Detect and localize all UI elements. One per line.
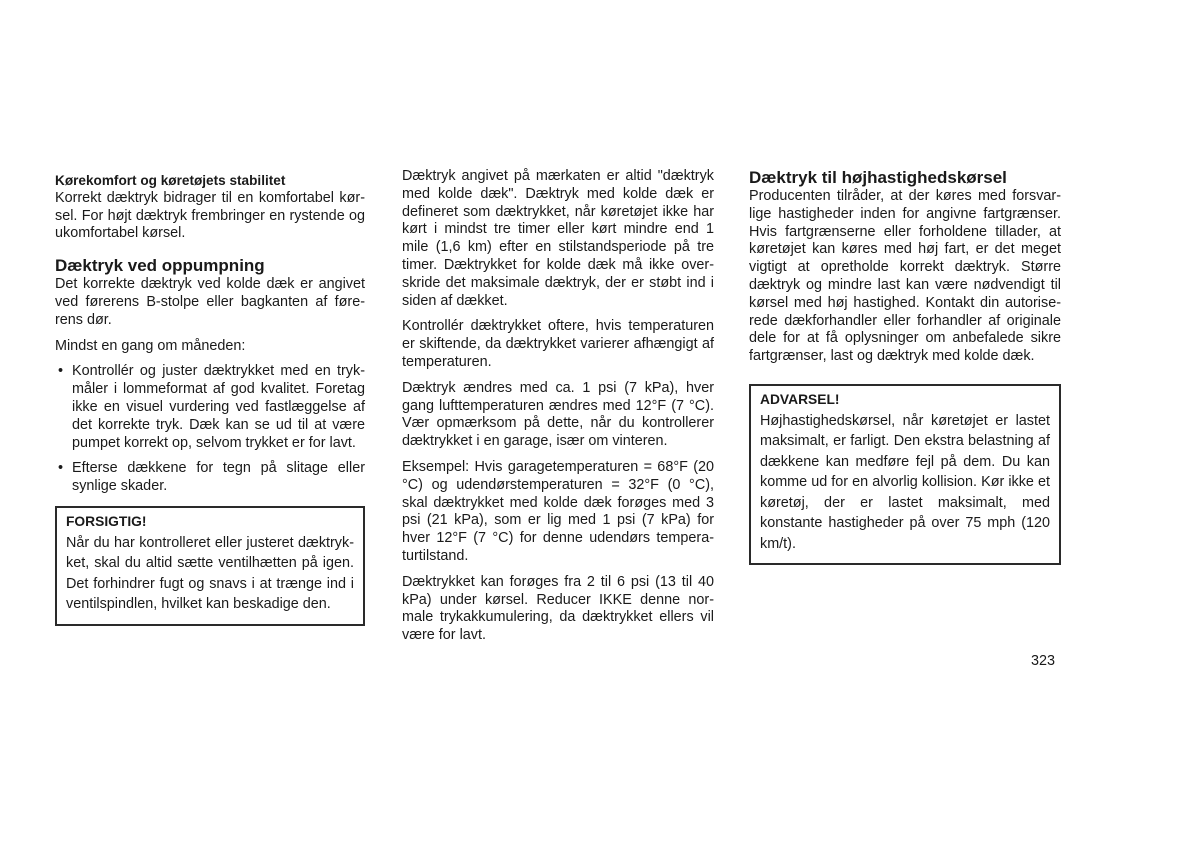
example-paragraph: Eksempel: Hvis garagetemperaturen = 68°F (20 °C) og udendørstemperaturen = 32°F (0 °C), skal dæktrykket med kolde dæk forøges med 3 psi (21 kPa), som er lig med 1 psi (7 kPa) for hver 12°F (7 °C) for denne udendørs temperaturtilstand.	[402, 458, 714, 564]
temperature-paragraph: Kontrollér dæktrykket oftere, hvis temperaturen er skiftende, da dæktrykket varierer afhængigt af temperaturen.	[402, 318, 714, 370]
caution-title: FORSIGTIG!	[66, 513, 147, 529]
high-speed-paragraph: Producenten tilråder, at der køres med forsvarlige hastigheder inden for angivne fartgrænser. Hvis fartgrænserne eller forholdene tillader, at køretøjet kan køres med høj fart, er det meget vigtigt at opretholde korrekt dæktryk. Større dæktryk og mindre last kan være nødvendigt til kørsel med høj hastighed. Kontakt din autoriserede dækforhandler eller forhandler af originale dele for at få oplysninger om anbefalede sikre fartgrænser, last og dæktryk med kolde dæk.	[749, 188, 1061, 365]
cold-tire-paragraph: Dæktryk angivet på mærkaten er altid "dæktryk med kolde dæk". Dæktryk med kolde dæk er defineret som dæktrykket, når køretøjet ikke har kørt i mindst tre timer eller kørt mindre end 1 mile (1,6 km) efter en stilstandsperiode på tre timer. Dæktrykket for kolde dæk må ikke overskride det maksimale dæktryk, der er støbt ind i siden af dækket.	[402, 168, 714, 309]
comfort-heading: Kørekomfort og køretøjets stabilitet	[55, 173, 286, 188]
warning-title: ADVARSEL!	[760, 391, 840, 407]
comfort-paragraph: Korrekt dæktryk bidrager til en komfortabel kørsel. For højt dæktryk frembringer en rystende og ukomfortabel kørsel.	[55, 189, 365, 242]
caution-box	[55, 506, 365, 626]
right-column	[749, 168, 1061, 565]
check-list	[55, 363, 365, 496]
list-item: • Efterse dækkene for tegn på slitage eller synlige skader.	[55, 460, 365, 496]
list-item: • Kontrollér og juster dæktrykket med en trykmåler i lommeformat af god kvalitet. Foretag ikke en visuel vurdering ved fastlæggelse af det korrekte tryk. Dæk kan se ud til at være pumpet korrekt op, selvom trykket er for lavt.	[55, 363, 365, 452]
page-number: 323	[1031, 653, 1056, 669]
caution-text: Når du har kontrolleret eller justeret dæktrykket, skal du altid sætte ventilhætten på igen. Det forhindrer fugt og snavs i at trænge ind i ventilspindlen, hvilket kan beskadige den.	[66, 534, 354, 613]
middle-column	[402, 168, 714, 645]
pressure-change-paragraph: Dæktryk ændres med ca. 1 psi (7 kPa), hver gang lufttemperaturen ændres med 12°F (7 °C). Vær opmærksom på dette, når du kontrollerer dæktrykket i en garage, især om vinteren.	[402, 379, 714, 450]
left-column	[55, 168, 365, 626]
warning-box	[749, 384, 1061, 566]
inflation-paragraph: Det korrekte dæktryk ved kolde dæk er angivet ved førerens B-stolpe eller bagkanten af førerens dør.	[55, 276, 365, 328]
driving-increase-paragraph: Dæktrykket kan forøges fra 2 til 6 psi (13 til 40 kPa) under kørsel. Reducer IKKE denne normale trykakkumulering, da dæktrykket ellers vil være for lavt.	[402, 573, 714, 644]
warning-text: Højhastighedskørsel, når køretøjet er lastet maksimalt, er farligt. Den ekstra belastning af dækkene kan medføre fejl på dem. Du kan komme ud for en alvorlig kollision. Kør ikke et køretøj, der er lastet maksimalt, med konstante hastigheder på over 75 mph (120 km/t).	[760, 412, 1050, 552]
high-speed-heading: Dæktryk til højhastighedskørsel	[749, 168, 1007, 187]
inflation-heading: Dæktryk ved oppumpning	[55, 256, 265, 276]
monthly-paragraph: Mindst en gang om måneden:	[55, 337, 246, 354]
